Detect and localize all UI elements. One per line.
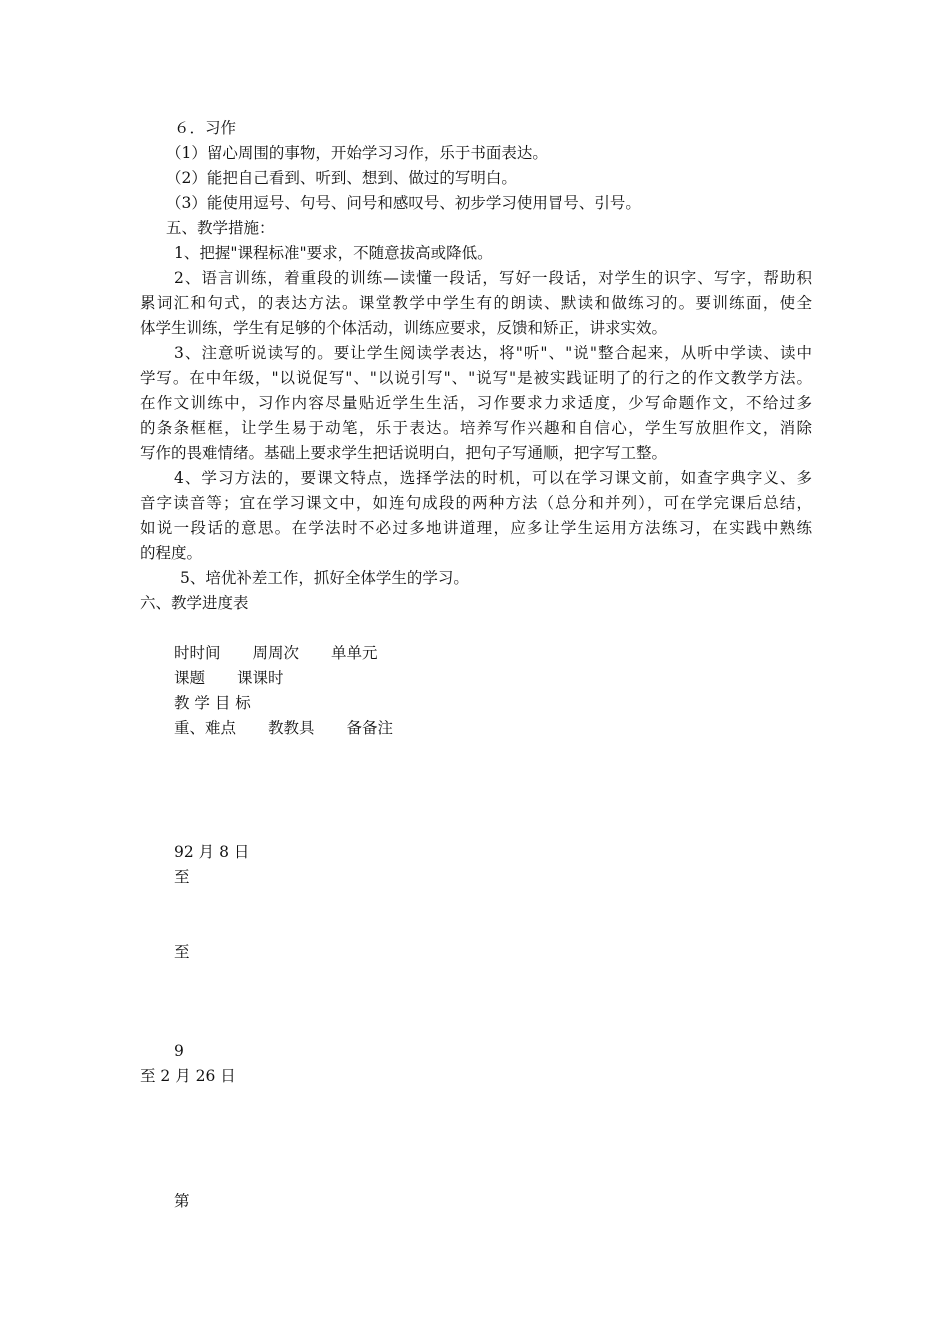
measure-4-line-3: 如说一段话的意思。在学法时不必过多地讲道理，应多让学生运用方法练习，在实践中熟练 <box>140 519 812 537</box>
schedule-header-row-4 <box>174 716 393 740</box>
measure-5: 5、培优补差工作，抓好全体学生的学习。 <box>180 569 469 587</box>
col-unit: 单单元 <box>331 644 378 662</box>
measure-1: 1、把握"课程标准"要求，不随意拔高或降低。 <box>174 244 493 262</box>
col-time: 时时间 <box>174 644 221 662</box>
measure-4-line-1: 4、学习方法的，要课文特点，选择学法的时机，可以在学习课文前，如查字典字义、多 <box>174 469 812 487</box>
col-hours: 课课时 <box>237 669 284 687</box>
schedule-date-1: 92 月 8 日 <box>174 843 250 861</box>
measure-4-line-4: 的程度。 <box>140 544 203 562</box>
measure-3-line-2: 学写。在中年级，"以说促写"、"以说引写"、"说写"是被实践证明了的行之的作文教学方法。 <box>140 369 812 387</box>
writing-item-1: （1）留心周围的事物，开始学习习作，乐于书面表达。 <box>166 144 548 162</box>
measure-2-line-2: 累词汇和句式，的表达方法。课堂教学中学生有的朗读、默读和做练习的。要训练面，使全 <box>140 294 812 312</box>
section-heading-measures: 五、教学措施： <box>166 219 275 237</box>
schedule-week-prefix: 第 <box>174 1192 190 1210</box>
col-goal: 教 学 目 标 <box>174 694 251 712</box>
schedule-header-row-1 <box>174 641 378 665</box>
schedule-to-2: 至 <box>174 943 190 961</box>
measure-3-line-4: 的条条框框，让学生易于动笔，乐于表达。培养写作兴趣和自信心，学生写放胆作文，消除 <box>140 419 812 437</box>
schedule-date-2: 至 2 月 26 日 <box>140 1067 236 1085</box>
measure-3-line-1: 3、注意听说读写的。要让学生阅读学表达，将"听"、"说"整合起来，从听中学读、读中 <box>174 344 812 362</box>
col-key-points: 重、难点 <box>174 719 237 737</box>
col-notes: 备备注 <box>346 719 394 737</box>
schedule-to-1: 至 <box>174 868 190 886</box>
schedule-month: 9 <box>174 1042 184 1060</box>
measure-3-line-5: 写作的畏难情绪。基础上要求学生把话说明白，把句子写通顺，把字写工整。 <box>140 444 668 462</box>
schedule-header-row-2 <box>174 666 284 690</box>
col-week: 周周次 <box>252 644 300 662</box>
measure-2-line-3: 体学生训练，学生有足够的个体活动，训练应要求，反馈和矫正，讲求实效。 <box>140 319 668 337</box>
measure-2-line-1: 2、语言训练，着重段的训练—读懂一段话，写好一段话，对学生的识字、写字，帮助积 <box>174 269 812 287</box>
section-heading-schedule: 六、教学进度表 <box>140 594 249 612</box>
writing-item-3: （3）能使用逗号、句号、问号和感叹号、初步学习使用冒号、引号。 <box>166 194 641 212</box>
col-tools: 教教具 <box>268 719 315 737</box>
col-topic: 课题 <box>174 669 206 687</box>
section-heading-writing: ６．习作 <box>174 119 237 137</box>
measure-3-line-3: 在作文训练中，习作内容尽量贴近学生生活，习作要求力求适度，少写命题作文，不给过多 <box>140 394 812 412</box>
measure-4-line-2: 音字读音等；宜在学习课文中，如连句成段的两种方法（总分和并列），可在学完课后总结， <box>140 494 812 512</box>
writing-item-2: （2）能把自己看到、听到、想到、做过的写明白。 <box>166 169 517 187</box>
